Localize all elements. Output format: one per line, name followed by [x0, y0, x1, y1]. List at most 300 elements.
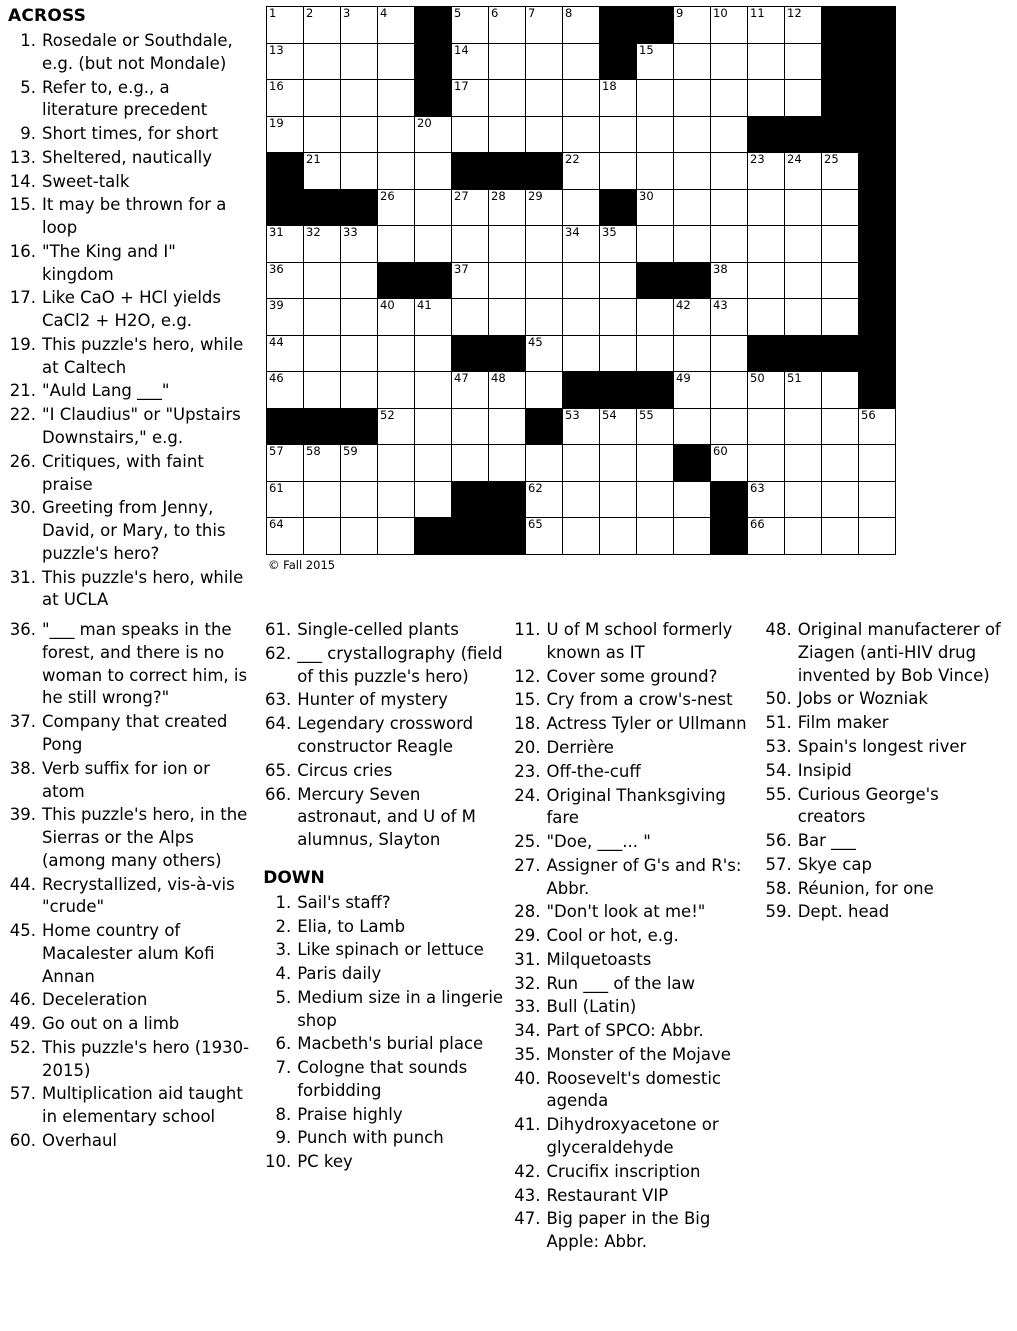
grid-cell[interactable] — [563, 408, 600, 445]
across-heading: ACROSS — [8, 6, 87, 26]
grid-cell[interactable] — [563, 481, 600, 518]
clue-item[interactable] — [512, 1114, 755, 1160]
clue-item[interactable] — [8, 171, 250, 194]
grid-cell[interactable] — [378, 226, 415, 263]
clue-item[interactable] — [8, 334, 250, 380]
grid-cell[interactable] — [415, 299, 452, 336]
grid-cell[interactable] — [526, 445, 563, 482]
grid-cell[interactable] — [341, 7, 378, 44]
grid-cell[interactable] — [711, 153, 748, 190]
clue-item[interactable] — [263, 1151, 504, 1174]
grid-cell[interactable] — [415, 226, 452, 263]
grid-cell[interactable] — [304, 445, 341, 482]
grid-row — [267, 7, 896, 44]
clue-item[interactable] — [512, 1044, 755, 1067]
grid-cell[interactable] — [304, 43, 341, 80]
grid-cell[interactable] — [674, 80, 711, 117]
grid-cell[interactable] — [267, 445, 304, 482]
clue-item[interactable] — [512, 689, 755, 712]
clue-text: Single-celled plants — [297, 620, 459, 640]
clue-item[interactable] — [764, 830, 1003, 853]
grid-cell[interactable] — [341, 226, 378, 263]
clue-item[interactable] — [512, 996, 755, 1019]
grid-cell[interactable] — [711, 7, 748, 44]
clue-item[interactable] — [512, 855, 755, 901]
grid-cell[interactable] — [489, 226, 526, 263]
grid-cell[interactable] — [526, 43, 563, 80]
grid-cell[interactable] — [452, 43, 489, 80]
clue-item[interactable] — [8, 874, 255, 920]
grid-cell[interactable] — [415, 481, 452, 518]
grid-cell[interactable] — [452, 372, 489, 409]
grid-cell[interactable] — [489, 7, 526, 44]
grid-cell-number: 5 — [454, 6, 462, 20]
grid-cell[interactable] — [637, 80, 674, 117]
clue-item[interactable] — [8, 287, 250, 333]
grid-cell[interactable] — [637, 518, 674, 555]
grid-cell[interactable] — [822, 372, 859, 409]
grid-cell[interactable] — [859, 518, 896, 555]
grid-cell[interactable] — [674, 481, 711, 518]
clue-item[interactable] — [8, 77, 250, 123]
grid-cell[interactable] — [637, 116, 674, 153]
grid-block-cell — [822, 80, 859, 117]
clue-item[interactable] — [263, 1104, 504, 1127]
grid-cell[interactable] — [563, 153, 600, 190]
clue-item[interactable] — [263, 689, 504, 712]
grid-cell[interactable] — [785, 481, 822, 518]
grid-cell[interactable] — [822, 408, 859, 445]
grid-cell[interactable] — [526, 262, 563, 299]
grid-cell[interactable] — [785, 189, 822, 226]
grid-cell[interactable] — [563, 518, 600, 555]
clue-item[interactable] — [263, 1033, 504, 1056]
clue-item[interactable] — [263, 963, 504, 986]
grid-cell[interactable] — [600, 153, 637, 190]
grid-cell[interactable] — [600, 481, 637, 518]
grid-cell[interactable] — [489, 372, 526, 409]
grid-cell[interactable] — [341, 372, 378, 409]
grid-cell[interactable] — [304, 7, 341, 44]
grid-cell[interactable] — [341, 445, 378, 482]
grid-cell[interactable] — [748, 80, 785, 117]
grid-cell[interactable] — [748, 372, 785, 409]
grid-cell[interactable] — [378, 153, 415, 190]
clue-item[interactable] — [764, 619, 1003, 687]
grid-cell[interactable] — [378, 335, 415, 372]
clue-item[interactable] — [512, 949, 755, 972]
grid-cell[interactable] — [341, 262, 378, 299]
grid-cell[interactable] — [785, 80, 822, 117]
grid-cell[interactable] — [563, 335, 600, 372]
grid-cell[interactable] — [526, 7, 563, 44]
clue-item[interactable] — [512, 901, 755, 924]
grid-cell[interactable] — [563, 116, 600, 153]
clue-item[interactable] — [8, 497, 250, 565]
grid-cell[interactable] — [452, 80, 489, 117]
clue-item[interactable] — [764, 784, 1003, 830]
grid-cell[interactable] — [489, 80, 526, 117]
grid-cell[interactable] — [341, 153, 378, 190]
grid-cell[interactable] — [267, 518, 304, 555]
grid-cell[interactable] — [526, 481, 563, 518]
grid-cell-number: 43 — [713, 298, 728, 312]
grid-cell[interactable] — [304, 299, 341, 336]
grid-cell[interactable] — [526, 372, 563, 409]
clue-item[interactable] — [8, 123, 250, 146]
clue-item[interactable] — [263, 619, 504, 642]
grid-cell[interactable] — [267, 335, 304, 372]
grid-cell[interactable] — [674, 226, 711, 263]
grid-cell[interactable] — [637, 226, 674, 263]
clue-item[interactable] — [8, 920, 255, 988]
clue-item[interactable] — [8, 619, 255, 710]
grid-cell[interactable] — [748, 262, 785, 299]
grid-cell[interactable] — [711, 372, 748, 409]
clue-item[interactable] — [512, 1161, 755, 1184]
grid-cell[interactable] — [415, 408, 452, 445]
clue-item[interactable] — [263, 760, 504, 783]
grid-cell[interactable] — [822, 445, 859, 482]
grid-cell[interactable] — [267, 43, 304, 80]
grid-cell[interactable] — [711, 226, 748, 263]
grid-cell[interactable] — [526, 226, 563, 263]
grid-cell[interactable] — [711, 262, 748, 299]
grid-cell[interactable] — [674, 372, 711, 409]
clue-item[interactable] — [764, 878, 1003, 901]
grid-cell[interactable] — [563, 226, 600, 263]
grid-cell[interactable] — [822, 481, 859, 518]
grid-cell[interactable] — [563, 43, 600, 80]
grid-cell[interactable] — [785, 262, 822, 299]
grid-cell[interactable] — [452, 189, 489, 226]
grid-cell[interactable] — [822, 518, 859, 555]
grid-cell[interactable] — [674, 153, 711, 190]
grid-cell[interactable] — [489, 116, 526, 153]
grid-cell[interactable] — [452, 7, 489, 44]
grid-cell[interactable] — [378, 189, 415, 226]
grid-cell[interactable] — [378, 43, 415, 80]
grid-cell[interactable] — [378, 299, 415, 336]
grid-cell[interactable] — [859, 481, 896, 518]
grid-cell[interactable] — [415, 116, 452, 153]
clue-item[interactable] — [764, 736, 1003, 759]
grid-cell[interactable] — [785, 153, 822, 190]
grid-cell[interactable] — [267, 299, 304, 336]
grid-cell[interactable] — [526, 335, 563, 372]
clue-item[interactable] — [512, 1020, 755, 1043]
grid-cell[interactable] — [489, 43, 526, 80]
clue-item[interactable] — [512, 1208, 755, 1254]
clue-item[interactable] — [512, 619, 755, 665]
grid-cell[interactable] — [452, 226, 489, 263]
grid-cell[interactable] — [452, 116, 489, 153]
clue-item[interactable] — [8, 194, 250, 240]
clue-number: 52. — [9, 1037, 36, 1057]
grid-cell[interactable] — [378, 408, 415, 445]
grid-cell[interactable] — [304, 372, 341, 409]
grid-cell[interactable] — [859, 408, 896, 445]
clue-item[interactable] — [8, 758, 255, 804]
grid-cell[interactable] — [711, 445, 748, 482]
grid-cell[interactable] — [600, 226, 637, 263]
grid-cell[interactable] — [415, 335, 452, 372]
grid-cell[interactable] — [674, 116, 711, 153]
clue-text: Big paper in the Big Apple: Abbr. — [546, 1209, 711, 1252]
grid-cell[interactable] — [304, 481, 341, 518]
grid-cell[interactable] — [267, 262, 304, 299]
clue-number: 10. — [264, 1152, 292, 1172]
clue-item[interactable] — [512, 1068, 755, 1114]
clue-item[interactable] — [512, 831, 755, 854]
grid-cell[interactable] — [304, 226, 341, 263]
clue-number: 14. — [9, 171, 36, 191]
clue-item[interactable] — [512, 737, 755, 760]
grid-block-cell — [267, 189, 304, 226]
grid-cell[interactable] — [415, 372, 452, 409]
grid-cell[interactable] — [600, 518, 637, 555]
clue-item[interactable] — [263, 916, 504, 939]
grid-cell[interactable] — [563, 7, 600, 44]
clue-number: 11. — [514, 620, 541, 640]
grid-cell[interactable] — [526, 299, 563, 336]
grid-cell[interactable] — [267, 7, 304, 44]
grid-cell[interactable] — [378, 7, 415, 44]
clue-item[interactable] — [764, 854, 1003, 877]
grid-cell[interactable] — [304, 80, 341, 117]
clue-item[interactable] — [764, 760, 1003, 783]
crossword-grid[interactable] — [266, 6, 896, 555]
clue-text: Milquetoasts — [546, 949, 652, 969]
grid-cell[interactable] — [452, 262, 489, 299]
grid-cell[interactable] — [748, 481, 785, 518]
clue-number: 35. — [514, 1044, 541, 1064]
grid-cell[interactable] — [341, 80, 378, 117]
grid-cell[interactable] — [526, 518, 563, 555]
grid-cell[interactable] — [415, 153, 452, 190]
grid-block-cell — [859, 372, 896, 409]
grid-cell[interactable] — [489, 189, 526, 226]
grid-cell[interactable] — [674, 518, 711, 555]
grid-cell[interactable] — [304, 262, 341, 299]
grid-cell[interactable] — [526, 189, 563, 226]
grid-cell[interactable] — [637, 43, 674, 80]
grid-cell[interactable] — [341, 518, 378, 555]
grid-cell[interactable] — [637, 189, 674, 226]
clue-item[interactable] — [263, 1057, 504, 1103]
grid-cell[interactable] — [563, 189, 600, 226]
grid-cell[interactable] — [267, 80, 304, 117]
grid-cell[interactable] — [378, 372, 415, 409]
grid-cell[interactable] — [859, 445, 896, 482]
grid-cell[interactable] — [341, 116, 378, 153]
grid-cell[interactable] — [526, 116, 563, 153]
grid-cell[interactable] — [674, 43, 711, 80]
grid-cell[interactable] — [563, 262, 600, 299]
clue-item[interactable] — [512, 666, 755, 689]
grid-cell[interactable] — [822, 299, 859, 336]
grid-cell[interactable] — [489, 445, 526, 482]
clue-text: Deceleration — [42, 990, 148, 1010]
grid-cell[interactable] — [304, 335, 341, 372]
clue-item[interactable] — [263, 713, 504, 759]
clue-item[interactable] — [512, 1185, 755, 1208]
grid-cell[interactable] — [711, 43, 748, 80]
grid-cell[interactable] — [711, 408, 748, 445]
clue-item[interactable] — [764, 712, 1003, 735]
grid-cell[interactable] — [489, 408, 526, 445]
grid-cell[interactable] — [304, 153, 341, 190]
clue-item[interactable] — [8, 380, 250, 403]
clue-item[interactable] — [8, 241, 250, 287]
clue-text: Cry from a crow's-nest — [546, 690, 733, 710]
grid-cell[interactable] — [489, 262, 526, 299]
clue-text: Sheltered, nautically — [42, 147, 213, 167]
clue-text: Medium size in a lingerie shop — [297, 987, 504, 1030]
clue-item[interactable] — [8, 989, 255, 1012]
grid-cell[interactable] — [600, 445, 637, 482]
grid-cell[interactable] — [600, 408, 637, 445]
clue-item[interactable] — [512, 973, 755, 996]
grid-cell[interactable] — [304, 116, 341, 153]
grid-cell[interactable] — [563, 299, 600, 336]
grid-cell[interactable] — [600, 262, 637, 299]
grid-cell[interactable] — [785, 518, 822, 555]
clue-number: 61. — [264, 620, 292, 640]
grid-cell[interactable] — [341, 43, 378, 80]
grid-cell[interactable] — [341, 335, 378, 372]
grid-cell[interactable] — [267, 481, 304, 518]
grid-cell[interactable] — [748, 189, 785, 226]
grid-cell[interactable] — [452, 408, 489, 445]
grid-cell[interactable] — [748, 445, 785, 482]
clue-text: Cool or hot, e.g. — [546, 926, 679, 946]
grid-cell[interactable] — [748, 226, 785, 263]
grid-cell[interactable] — [822, 226, 859, 263]
clue-item[interactable] — [263, 784, 504, 852]
grid-cell[interactable] — [785, 43, 822, 80]
grid-cell[interactable] — [600, 335, 637, 372]
clue-item[interactable] — [512, 713, 755, 736]
grid-cell[interactable] — [785, 7, 822, 44]
grid-cell[interactable] — [637, 153, 674, 190]
clue-item[interactable] — [8, 1013, 255, 1036]
grid-block-cell — [415, 80, 452, 117]
grid-cell[interactable] — [489, 299, 526, 336]
grid-cell[interactable] — [748, 299, 785, 336]
grid-cell[interactable] — [378, 445, 415, 482]
grid-cell[interactable] — [748, 153, 785, 190]
clue-item[interactable] — [263, 892, 504, 915]
grid-cell-number: 48 — [491, 371, 506, 385]
grid-cell[interactable] — [711, 299, 748, 336]
clue-item[interactable] — [512, 761, 755, 784]
grid-cell[interactable] — [748, 7, 785, 44]
grid-cell[interactable] — [600, 299, 637, 336]
grid-cell[interactable] — [674, 299, 711, 336]
clue-item[interactable] — [263, 939, 504, 962]
grid-cell[interactable] — [674, 335, 711, 372]
grid-cell[interactable] — [822, 189, 859, 226]
clue-item[interactable] — [512, 925, 755, 948]
clue-item[interactable] — [8, 30, 250, 76]
grid-cell[interactable] — [267, 226, 304, 263]
grid-cell[interactable] — [526, 80, 563, 117]
grid-cell[interactable] — [341, 481, 378, 518]
grid-cell[interactable] — [711, 116, 748, 153]
grid-row — [267, 43, 896, 80]
grid-cell[interactable] — [674, 7, 711, 44]
clue-item[interactable] — [8, 147, 250, 170]
grid-cell[interactable] — [563, 80, 600, 117]
grid-cell[interactable] — [785, 372, 822, 409]
grid-cell[interactable] — [600, 116, 637, 153]
grid-cell[interactable] — [378, 116, 415, 153]
grid-cell[interactable] — [674, 408, 711, 445]
grid-cell[interactable] — [600, 80, 637, 117]
grid-cell[interactable] — [711, 335, 748, 372]
grid-cell[interactable] — [637, 408, 674, 445]
clue-item[interactable] — [8, 451, 250, 497]
clue-item[interactable] — [263, 1127, 504, 1150]
clue-number: 15. — [9, 195, 36, 215]
grid-cell[interactable] — [748, 43, 785, 80]
grid-cell[interactable] — [711, 189, 748, 226]
grid-cell[interactable] — [785, 226, 822, 263]
grid-cell[interactable] — [637, 299, 674, 336]
clue-item[interactable] — [8, 1083, 255, 1129]
grid-cell[interactable] — [267, 372, 304, 409]
grid-cell[interactable] — [711, 80, 748, 117]
grid-cell[interactable] — [674, 189, 711, 226]
clue-item[interactable] — [8, 804, 255, 872]
grid-cell[interactable] — [748, 518, 785, 555]
grid-cell[interactable] — [378, 80, 415, 117]
clue-item[interactable] — [512, 785, 755, 831]
grid-cell[interactable] — [822, 262, 859, 299]
grid-cell[interactable] — [785, 408, 822, 445]
clue-item[interactable] — [8, 711, 255, 757]
clue-item[interactable] — [263, 987, 504, 1033]
clue-text: Assigner of G's and R's: Abbr. — [546, 855, 742, 898]
clue-item[interactable] — [8, 1130, 255, 1153]
grid-cell[interactable] — [341, 299, 378, 336]
grid-cell[interactable] — [415, 445, 452, 482]
grid-cell[interactable] — [452, 299, 489, 336]
grid-cell[interactable] — [785, 445, 822, 482]
grid-cell[interactable] — [785, 299, 822, 336]
grid-cell[interactable] — [267, 116, 304, 153]
grid-cell[interactable] — [748, 408, 785, 445]
grid-cell[interactable] — [637, 445, 674, 482]
clue-item[interactable] — [263, 643, 504, 689]
clue-item[interactable] — [764, 688, 1003, 711]
clue-number: 64. — [264, 714, 292, 734]
grid-cell[interactable] — [378, 518, 415, 555]
grid-cell[interactable] — [563, 445, 600, 482]
grid-cell[interactable] — [822, 153, 859, 190]
grid-cell[interactable] — [637, 335, 674, 372]
grid-cell[interactable] — [452, 445, 489, 482]
clue-item[interactable] — [764, 901, 1003, 924]
clue-item[interactable] — [8, 567, 250, 613]
clue-item[interactable] — [8, 404, 250, 450]
clue-item[interactable] — [8, 1037, 255, 1083]
grid-cell[interactable] — [378, 481, 415, 518]
grid-cell[interactable] — [415, 189, 452, 226]
grid-cell[interactable] — [304, 518, 341, 555]
grid-cell[interactable] — [637, 481, 674, 518]
